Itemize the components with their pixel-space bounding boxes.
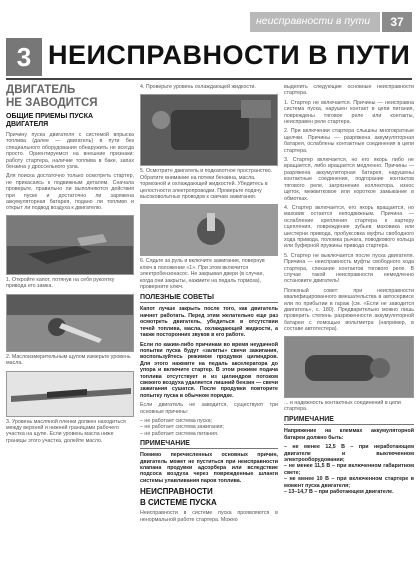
photo-dipstick xyxy=(6,294,134,352)
chapter-title: НЕИСПРАВНОСТИ В ПУТИ xyxy=(48,40,411,70)
paragraph: 2. При включении стартера слышны многократные щелчки. Причины — разряжена аккумуляторная батарея, ослаблены контактные соединения в цепи стартера. xyxy=(284,128,414,154)
caption-7: ... и надежность контактных соединений в цепи стартера. xyxy=(284,399,401,413)
note-title: ПОЛЕЗНЫЕ СОВЕТЫ xyxy=(140,294,278,303)
section-heading-line2: НЕ ЗАВОДИТСЯ xyxy=(6,97,98,109)
paragraph: Полезный совет: при неисправности квалифицированного вмешательства в автосервисе или по прибытии в гараж (см. «Если не заводится двигатель», с. 180). Предварительно можно лишь проверить степень разряженности аккумуляторной батареи с помощью вольтметра (например, в составе автотестера). xyxy=(284,287,414,333)
list-item: – не работает система пуска; xyxy=(140,417,213,424)
paragraph: 1. Стартер не включается. Причины — неисправна система пуска, нарушен контакт в цепи питания, повреждены тяговое реле или контакты, неисправен реле стартера. xyxy=(284,99,414,126)
photo-starter xyxy=(284,336,414,398)
note-paragraph: Напряжение на клеммах аккумуляторной батареи должно быть: xyxy=(284,428,414,441)
photo-engine-bay-art xyxy=(141,95,278,165)
caption-5: 5. Осмотрите двигатель и подкапотное пространство. Обратите внимание на потеки бензина, масла, тормозной и охлаждающей жидкостей. Убедитесь в целостности электропроводки. Проверьте подачу высоковольтных проводов к свечам зажигания. xyxy=(140,168,273,201)
list-item: – не работает система питания. xyxy=(140,430,219,437)
caption-2: 2. Маслоизмерительным щупом измерьте уровень масла. xyxy=(6,353,131,367)
note-paragraph: Капот лучше закрыть после того, как двигатель начнет работать. Перед этим желательно еще раз осмотреть двигатель, убедиться в отсутствии течей топлива, масла, охлаждающей жидкости, а также посторонних звуков в его работе. xyxy=(140,306,278,339)
paragraph: Неисправности в системе пуска проявляются в ненормальной работе стартера. Можно xyxy=(140,510,278,523)
note-title: ПРИМЕЧАНИЕ xyxy=(284,416,414,425)
note-title: ПРИМЕЧАНИЕ xyxy=(140,440,278,449)
list-item: – не менее 10 В – при включенном стартере в момент пуска двигателя; xyxy=(284,476,414,489)
photo-hood-release-art xyxy=(7,216,134,274)
paragraph: 4. Стартер включается, его якорь вращается, но маховик остается неподвижным. Причина — ослабление крепления стартера к картеру сцепления, повреждение зубьев маховика или шестерни привода, пробуксовка муфты свободного хода привода, поломка рычага, поводкового кольца или буферной пружины привода стартера. xyxy=(284,204,414,250)
section-heading-line1: ДВИГАТЕЛЬ xyxy=(6,84,76,96)
note-paragraph: Помимо перечисленных основных причин, двигатель может не пуститься при неисправности клапана продувки адсорбера или вследствие подсоса воздуха через поврежденные шланги системы улавливания паров топлива. xyxy=(140,452,278,484)
photo-oil-level-art xyxy=(7,372,134,416)
chapter-number: 3 xyxy=(6,38,42,76)
photo-ignition-key xyxy=(140,204,278,256)
caption-1: 1. Откройте капот, потянув на себя рукоятку привода его замка. xyxy=(6,276,115,290)
photo-dipstick-art xyxy=(7,295,134,351)
list-item: – 13–14,7 В – при работающем двигателе. xyxy=(284,489,394,496)
header-section-title: неисправности в пути xyxy=(256,15,371,27)
paragraph: Если двигатель не заводится, существуют три основные причины: xyxy=(140,402,278,415)
paragraph: Причину пуска двигателя с системой впрыска топлива (далее — двигатель) в пути без специального оборудования обнаружить не всегда просто. Ориентируемся на внешние признаки: работу стартера, наличие топлива в баке, запах бензина у дроссельного узла. xyxy=(6,132,134,171)
paragraph: выделить следующие основные неисправности стартера. xyxy=(284,84,414,97)
column-right xyxy=(284,84,414,496)
photo-engine-bay xyxy=(140,94,278,166)
photo-oil-level xyxy=(6,371,134,417)
chapter-rule xyxy=(6,78,412,80)
list-item: – не менее 11,5 В – при включенном габаритном свете; xyxy=(284,463,414,476)
column-middle xyxy=(140,84,278,526)
section-heading-line1: НЕИСПРАВНОСТИ xyxy=(140,487,213,497)
subsection-heading: ОБЩИЕ ПРИЕМЫ ПУСКА ДВИГАТЕЛЯ xyxy=(6,113,94,128)
caption-4: 4. Проверьте уровень охлаждающей жидкости. xyxy=(140,84,256,90)
caption-3: 3. Уровень масляной пленки должен находиться между верхней и нижней границами рабочего участка на щупе. Если уровень масла ниже границы этого участка, долейте масло. xyxy=(6,418,126,444)
note-paragraph: Если по каким-либо причинам во время неудачной попытки пуска будут «залиты» свечи зажигания, воспользуйтесь режимом продувки цилиндров. Для этого нажмите на педаль акселератора до упора и включите стартер. В этом режиме подача топлива отсутствует и из цилиндров потоком свежего воздуха удаляется лишний бензин — свечи зажигания сушатся. После продувки повторите попытку пуска в обычном порядке. xyxy=(140,341,278,399)
list-item: – не работает система зажигания; xyxy=(140,424,224,431)
page-number: 37 xyxy=(382,12,412,32)
photo-hood-release xyxy=(6,215,134,275)
photo-ignition-key-art xyxy=(141,205,278,255)
photo-starter-art xyxy=(285,337,414,397)
paragraph: 5. Стартер не выключается после пуска двигателя. Причина — неисправность муфты свободного хода стартера, спекание контактов тягового реле. В случае такой неисправности немедленно остановите двигатель! xyxy=(284,252,414,285)
paragraph: 3. Стартер включается, но его якорь либо не вращается, либо вращается медленно. Причины — разряжена аккумуляторная батарея, нарушены контактные соединения, подгорание контактов тягового реле, загрязнение коллектора, износ щеток, межвитковое или короткое замыкание в обмотках. xyxy=(284,157,414,202)
list-item: – не менее 12,5 В – при неработающем двигателе и выключенном электрооборудовании; xyxy=(284,444,414,464)
column-left xyxy=(6,84,134,448)
running-header xyxy=(0,12,420,32)
paragraph: Для поиска достаточно только осмотреть стартер, не прикасаясь к подвижным деталям. Сначала проверьте, правильно ли выполняются действия при пуске и достаточно ли заряжена аккумуляторная батарея, подано ли топливо и открыт ли подвод воздуха к двигателю. xyxy=(6,173,134,212)
caption-6: 6. Сядьте за руль и включите зажигание, повернув ключ в положение «1». При этом включится электробензонасос. Не закрывая двери (в случае, когда они закрыты, нажмите на педаль тормоза), проверните ключ. xyxy=(140,258,265,291)
section-heading-line2: В СИСТЕМЕ ПУСКА xyxy=(140,498,217,508)
